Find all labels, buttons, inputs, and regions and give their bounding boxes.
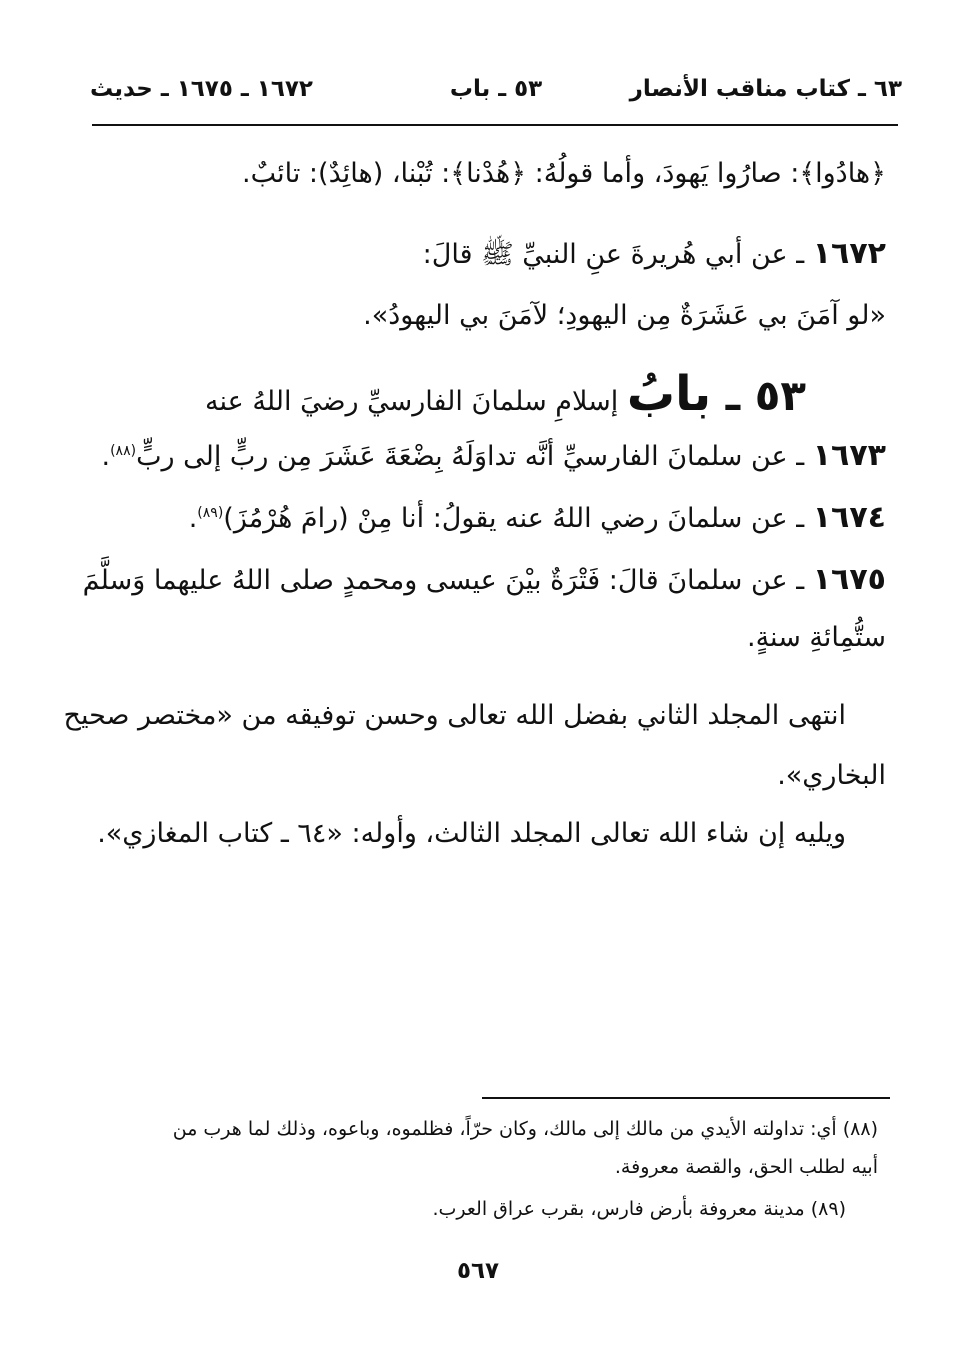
running-header (90, 76, 902, 116)
header-divider (92, 124, 898, 126)
hadith-text: ـ عن أبي هُريرةَ عنِ النبيِّ ﷺ قالَ: (422, 239, 813, 270)
period: . (101, 441, 111, 472)
hadith-quote: «لو آمَنَ بي عَشَرَةٌ مِن اليهودِ؛ لآمَنَ بي اليهودُ». (363, 300, 886, 331)
closing-line-2 (80, 760, 886, 792)
hadith-1675 (70, 562, 886, 598)
closing-text: البخاري». (777, 760, 886, 791)
hadith-1673 (80, 438, 886, 474)
hadith-text-cont: ستُّمِائةِ سنةٍ. (746, 622, 886, 653)
hadith-number: ١٦٧٤ (812, 500, 886, 535)
hadith-number: ١٦٧٣ (812, 438, 886, 473)
text-line-hadu (80, 158, 886, 190)
chapter-heading (205, 366, 806, 422)
header-hadith-range: ١٦٧٢ ـ ١٦٧٥ ـ حديث (90, 76, 313, 102)
footnote-text: (٨٨) أي: تداولته الأيدي من مالك إلى مالك، وكان حرّاً، فظلموه، وباعوه، وذلك لما هرب من (172, 1118, 878, 1140)
hadith-text: ـ عن سلمانَ قالَ: فَتْرَةٌ بيْنَ عيسى ومحمدٍ صلى اللهُ عليهما وَسلَّمَ (82, 565, 813, 596)
header-chapter: ٥٣ ـ باب (449, 76, 543, 102)
footnote-text: أبيه لطلب الحق، والقصة معروفة. (614, 1156, 878, 1178)
page-number: ٥٦٧ (456, 1258, 500, 1284)
hadith-1672 (80, 236, 886, 272)
chapter-title: إسلامِ سلمانَ الفارسيِّ رضيَ اللهُ عنه (205, 386, 627, 417)
header-book-title: ٦٣ ـ كتاب مناقب الأنصار (629, 76, 902, 102)
footnote-ref[interactable]: (٨٨) (110, 443, 137, 459)
footnote-89 (80, 1198, 846, 1220)
hadith-1672-quote (80, 300, 886, 332)
closing-line-3 (80, 818, 846, 850)
footnote-88-cont (80, 1156, 878, 1178)
hadith-number: ١٦٧٢ (812, 236, 886, 271)
footnote-divider (482, 1097, 890, 1099)
hadith-number: ١٦٧٥ (812, 562, 886, 597)
footnote-ref[interactable]: (٨٩) (197, 505, 224, 521)
footnote-text: (٨٩) مدينة معروفة بأرض فارس، بقرب عراق العرب. (432, 1198, 846, 1220)
period: . (188, 503, 198, 534)
closing-text: انتهى المجلد الثاني بفضل الله تعالى وحسن توفيقه من «مختصر صحيح (63, 700, 846, 731)
hadith-1674 (80, 500, 886, 536)
hadith-text: ـ عن سلمانَ الفارسيِّ أنَّه تداوَلَهُ بِضْعَةَ عَشَرَ مِن ربٍّ إلى ربٍّ (136, 441, 813, 472)
hadith-text: ـ عن سلمانَ رضي اللهُ عنه يقولُ: أنا مِنْ (رامَ هُرْمُزَ) (223, 503, 813, 534)
footnote-88 (80, 1118, 878, 1140)
chapter-word: بابُ (626, 366, 712, 422)
closing-line-1 (63, 700, 846, 732)
closing-text: ويليه إن شاء الله تعالى المجلد الثالث، وأوله: «٦٤ ـ كتاب المغازي». (97, 818, 846, 849)
quran-gloss: ﴿هادُوا﴾: صارُوا يَهودَ، وأما قولُهُ: ﴿هُدْنا﴾: تُبْنا، (هائِدٌ): تائبٌ. (242, 158, 886, 189)
chapter-number: ٥٣ ـ (711, 371, 806, 420)
hadith-1675-cont (80, 622, 886, 654)
